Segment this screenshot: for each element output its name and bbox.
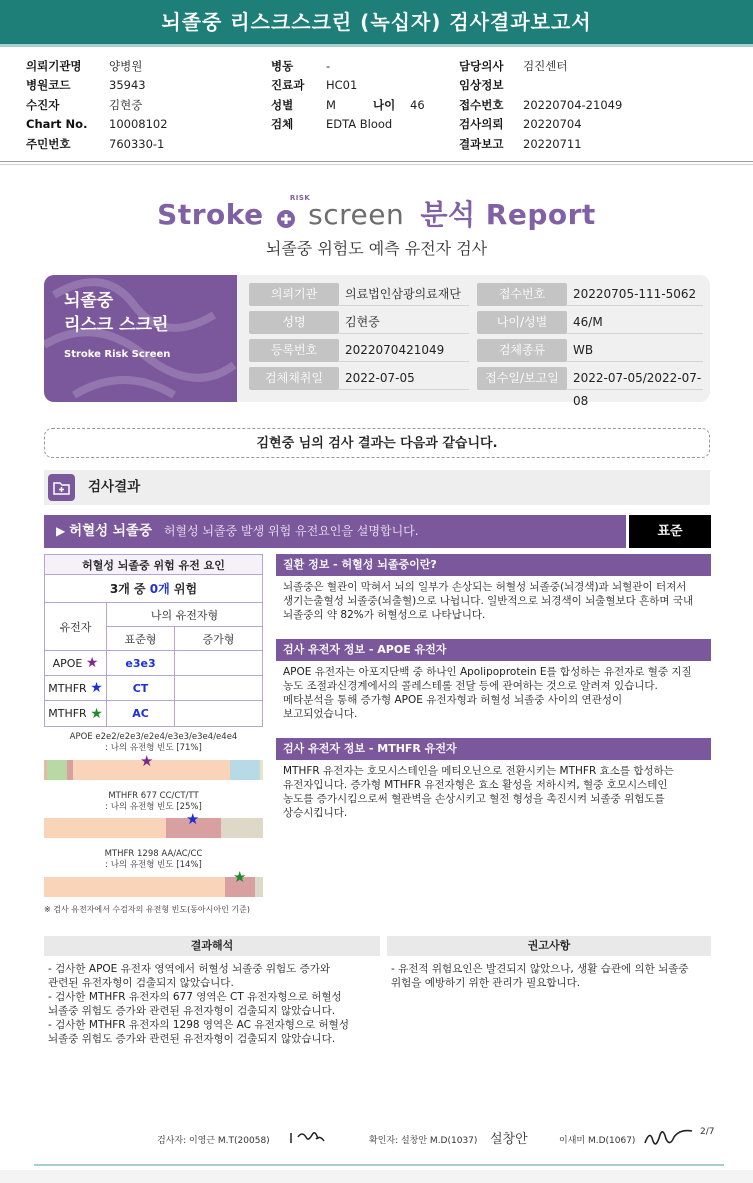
card-title-line1: 뇌졸중: [64, 291, 114, 311]
panel-apoe-info: [276, 639, 711, 725]
recommendation-body: [387, 956, 711, 996]
purple-star-icon: ★: [140, 752, 154, 770]
interpretation-body: [44, 956, 380, 1052]
mthfr677-freq-bar: [44, 818, 263, 838]
freq-line2: : 나의 유전형 빈도 [25%]: [105, 802, 202, 812]
gene-label: MTHFR: [48, 707, 87, 720]
meta-label: 주민번호: [26, 136, 71, 151]
meta-value: EDTA Blood: [326, 117, 393, 132]
risk-count: [45, 575, 262, 602]
meta-label: 진료과: [271, 78, 305, 93]
count-prefix: 3개 중: [109, 582, 146, 596]
field-label: 등록번호: [249, 339, 339, 362]
result-intro: 김현중 님의 검사 결과는 다음과 같습니다.: [44, 428, 710, 458]
panel-line: APOE 유전자는 아포지단백 중 하나인 Apolipoprotein E를 합성하는 유전자로 혈중 지질: [283, 666, 692, 678]
meta-label: 병동: [271, 58, 294, 73]
report-title: 뇌졸중 리스크스크린 (녹십자) 검사결과보고서: [0, 0, 753, 44]
purple-star-icon: ★: [85, 655, 99, 671]
blue-star-icon: ★: [186, 810, 200, 828]
section-title: 검사결과: [88, 479, 141, 495]
panel-line: 상승시킵니다.: [283, 807, 348, 819]
recommendation-line: - 유전적 위험요인은 발견되지 않았으나, 생활 습관에 의한 뇌졸중: [391, 963, 689, 975]
count-value: 0개: [149, 582, 170, 596]
doctor-label: 이새미 M.D(1067): [559, 1136, 636, 1146]
col-std: 표준형: [107, 627, 175, 650]
card-title-en: Stroke Risk Screen: [64, 349, 171, 360]
panel-title: 검사 유전자 정보 - MTHFR 유전자: [276, 738, 711, 760]
interpretation-line: - 검사한 MTHFR 유전자의 677 영역은 CT 유전자형으로 허혈성: [48, 991, 342, 1003]
band-arrow-icon: ▶: [56, 524, 66, 538]
genotype-std: AC: [107, 701, 175, 726]
field-value: 2022-07-05: [339, 367, 469, 390]
interpretation-line: 뇌졸중 위험도 증가와 관련된 유전자형이 검출되지 않았습니다.: [48, 1005, 336, 1017]
col-inc: 증가형: [202, 632, 235, 646]
col-gene: 유전자: [45, 603, 107, 650]
genotype-inc: [175, 701, 262, 726]
meta-label: 담당의사: [459, 58, 504, 73]
field-label: 성명: [249, 311, 339, 334]
field-label: 접수번호: [477, 283, 567, 306]
meta-value: -: [326, 58, 331, 73]
panel-line: MTHFR 유전자는 호모시스테인을 메티오닌으로 전환시키는 MTHFR 효소를 합성하는: [283, 765, 674, 777]
verifier-label: 확인자: 설창안 M.D(1037): [369, 1136, 478, 1146]
interpretation-title: 결과해석: [44, 936, 380, 956]
section-header: [44, 470, 710, 505]
mthfr1298-freq-bar: [44, 877, 263, 897]
field-value: 2022-07-05/2022-07-08: [567, 367, 703, 390]
logo-risk: RISK: [289, 194, 311, 202]
field-label: 의뢰기관: [249, 283, 339, 306]
meta-divider: [0, 164, 753, 165]
panel-title: 검사 유전자 정보 - APOE 유전자: [276, 639, 711, 661]
field-value: 20220705-111-5062: [567, 283, 703, 306]
freq-line2: : 나의 유전형 빈도 [14%]: [105, 860, 202, 870]
field-value: 2022070421049: [339, 339, 469, 362]
meta-value: 양병원: [109, 58, 143, 73]
panel-body: [276, 661, 711, 725]
stroke-screen-logo: [0, 193, 753, 233]
report-subtitle: 뇌졸중 위험도 예측 유전자 검사: [265, 239, 488, 258]
interpretation-line: - 검사한 MTHFR 유전자의 1298 영역은 AC 유전자형으로 허혈성: [48, 1019, 349, 1031]
meta-label: 접수번호: [459, 97, 504, 112]
panel-body: [276, 576, 711, 626]
field-value: 김현중: [339, 311, 469, 334]
meta-label: 검사의뢰: [459, 117, 504, 132]
panel-disease-info: [276, 554, 711, 626]
page-number: 2/7: [700, 1127, 715, 1137]
field-label: 검체종류: [477, 339, 567, 362]
meta-label: Chart No.: [26, 117, 88, 132]
age-value: 46: [410, 97, 425, 112]
meta-value: 검진센터: [523, 58, 568, 73]
freq-line1: MTHFR 677 CC/CT/TT: [108, 791, 199, 801]
logo-analysis: 분석 Report: [420, 198, 596, 231]
meta-value: 10008102: [109, 117, 168, 132]
disease-band: [44, 515, 626, 548]
footer-background: [0, 1170, 753, 1183]
doctor-signature-icon: [642, 1125, 694, 1147]
gene-name: [45, 651, 107, 675]
field-value: WB: [567, 339, 703, 362]
field-label: 나이/성별: [477, 311, 567, 334]
panel-line: 보고되었습니다.: [283, 708, 358, 720]
meta-value: 35943: [109, 78, 146, 93]
gene-table: [44, 554, 263, 727]
band-desc: 허혈성 뇌졸중 발생 위험 유전요인을 설명합니다.: [163, 524, 419, 538]
meta-value: HC01: [326, 78, 358, 93]
recommendation-box: [387, 936, 711, 996]
panel-title: 질환 정보 - 허혈성 뇌졸중이란?: [276, 554, 711, 576]
interpretation-box: [44, 936, 380, 1052]
band-title: 허혈성 뇌졸중: [69, 523, 153, 539]
meta-label: 병원코드: [26, 78, 71, 93]
panel-line: 유전자입니다. 증가형 MTHFR 유전자형은 효소 활성을 저하시켜, 혈중 호모시스테인: [283, 779, 668, 791]
freq-line1: APOE e2e2/e2e3/e2e4/e3e3/e3e4/e4e4: [69, 732, 238, 742]
gene-name: [45, 676, 107, 700]
folder-plus-icon: [48, 474, 75, 501]
panel-line: 농도 조절과신경계에서의 콜레스테롤 전달 등에 관여하는 것으로 알려져 있습니다.: [283, 680, 658, 692]
gene-label: MTHFR: [48, 681, 87, 695]
field-label: 검체채취일: [249, 367, 339, 390]
meta-label: 수진자: [26, 97, 60, 112]
interpretation-line: - 검사한 APOE 유전자 영역에서 허혈성 뇌졸중 위험도 증가와: [48, 963, 331, 975]
interpretation-line: 뇌졸중 위험도 증가와 관련된 유전자형이 검출되지 않았습니다.: [48, 1033, 336, 1045]
recommendation-title: 권고사항: [387, 936, 711, 956]
freq-line2: : 나의 유전형 빈도 [71%]: [105, 743, 202, 753]
meta-col-2: [271, 56, 425, 134]
panel-mthfr-info: [276, 738, 711, 824]
card-title-line2: 리스크 스크린: [64, 315, 169, 335]
footer-divider: [34, 1164, 724, 1166]
freq-caption: [44, 732, 263, 754]
meta-label: 성별: [271, 97, 294, 112]
genotype-inc: [175, 651, 262, 675]
meta-value: 20220704: [523, 117, 582, 132]
panel-line: 뇌졸중의 약 82%가 허혈성으로 나타납니다.: [283, 609, 486, 621]
field-value: 46/M: [567, 311, 703, 334]
field-value: 의료법인삼광의료재단: [339, 283, 469, 306]
col-mine: 나의 유전자형: [107, 603, 262, 627]
meta-col-3: [459, 56, 622, 154]
meta-divider: [0, 161, 753, 162]
apoe-freq-bar: [44, 760, 263, 780]
age-label: 나이: [373, 97, 396, 112]
meta-label: 임상정보: [459, 78, 504, 93]
interpretation-line: 관련된 유전자형이 검출되지 않았습니다.: [48, 977, 234, 989]
logo-stroke: Stroke: [157, 198, 264, 231]
examiner-signature-icon: [288, 1125, 328, 1147]
genotype-std: e3e3: [107, 651, 175, 675]
panel-line: 생기는출혈성 뇌졸중(뇌출혈)으로 나뉩니다. 일반적으로 뇌경색이 뇌출혈보다 흔하며 국내: [283, 595, 694, 607]
meta-value: 20220704-21049: [523, 97, 623, 112]
meta-value: 760330-1: [109, 136, 165, 151]
logo-screen: screen: [308, 198, 405, 231]
gene-table-title: 허혈성 뇌졸중 위험 유전 요인: [45, 555, 262, 574]
panel-line: 뇌졸중은 혈관이 막혀서 뇌의 일부가 손상되는 허혈성 뇌졸중(뇌경색)과 뇌혈관이 터져서: [283, 581, 687, 593]
panel-body: [276, 760, 711, 824]
meta-value: 20220711: [523, 136, 582, 151]
freq-caption: [44, 791, 263, 813]
meta-col-1: [26, 56, 168, 154]
meta-label: 결과보고: [459, 136, 504, 151]
freq-line1: MTHFR 1298 AA/AC/CC: [104, 849, 203, 859]
risk-grade: 표준: [629, 515, 711, 548]
genotype-std: CT: [107, 676, 175, 700]
logo-mark-icon: [274, 194, 311, 228]
genotype-inc: [175, 676, 262, 700]
green-star-icon: ★: [90, 705, 103, 722]
field-label: 접수일/보고일: [477, 367, 567, 390]
meta-value: 김현중: [109, 97, 143, 112]
blue-star-icon: ★: [90, 680, 103, 696]
meta-label: 검체: [271, 117, 294, 132]
green-star-icon: ★: [233, 868, 247, 886]
gene-name: [45, 701, 107, 726]
examiner-label: 검사자: 이영근 M.T(20058): [157, 1136, 270, 1146]
meta-value: M: [326, 97, 336, 112]
gene-label: APOE: [52, 656, 83, 670]
count-suffix: 위험: [173, 582, 198, 596]
patient-card-title: [44, 275, 237, 402]
verifier-signature: 설창안: [490, 1132, 528, 1147]
panel-line: 메타분석을 통해 증가형 APOE 유전자형과 허혈성 뇌졸중 사이의 연관성이: [283, 694, 623, 706]
recommendation-line: 위험을 예방하기 위한 관리가 필요합니다.: [391, 977, 581, 989]
panel-line: 농도를 증가시킴으로써 혈관벽을 손상시키고 혈전 형성을 촉진시켜 뇌졸중 위험도를: [283, 793, 665, 805]
freq-caption: [44, 849, 263, 871]
freq-note: ※ 검사 유전자에서 수검자의 유전형 빈도(동아시아인 기준): [44, 905, 250, 914]
meta-label: 의뢰기관명: [26, 58, 82, 73]
header-divider: [0, 44, 753, 47]
